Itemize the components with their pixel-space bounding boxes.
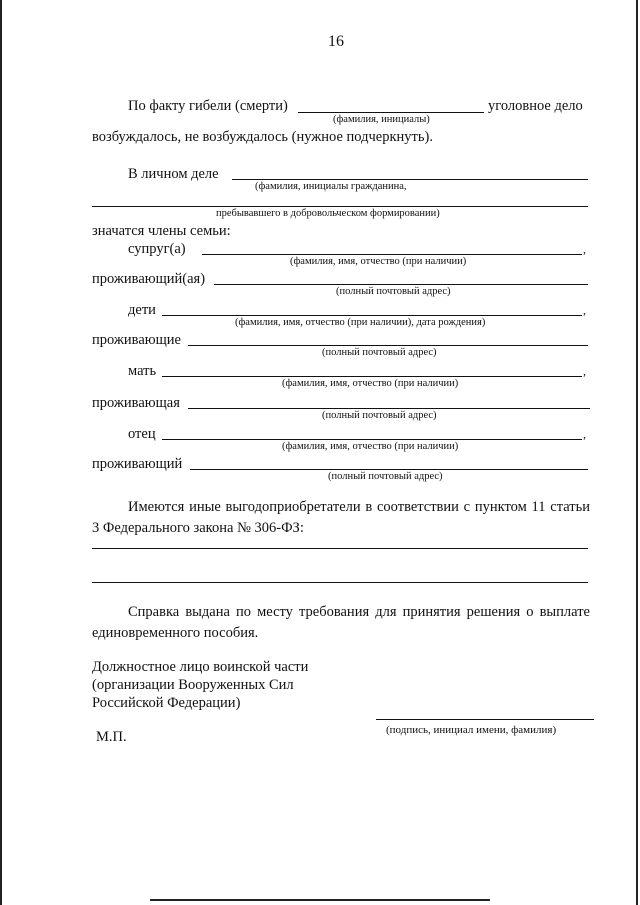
spouse-comma: , <box>583 242 586 256</box>
father-name-hint: (фамилия, имя, отчество (при наличии) <box>282 441 459 452</box>
stamp-place-label: М.П. <box>96 729 127 745</box>
personal-file-name-field-2[interactable] <box>92 206 588 207</box>
spouse-name-field[interactable] <box>202 254 582 255</box>
official-line-3: Российской Федерации) <box>92 695 241 711</box>
page-edge-right <box>636 0 638 905</box>
spouse-residing-label: проживающий(ая) <box>92 271 206 287</box>
personal-file-hint-1: (фамилия, инициалы гражданина, <box>255 181 407 192</box>
father-address-hint: (полный почтовый адрес) <box>328 471 443 482</box>
death-fact-label: По факту гибели (смерти) <box>128 98 288 114</box>
signature-field[interactable] <box>376 719 594 720</box>
personal-file-hint-2: пребывавшего в добровольческом формировании) <box>216 208 440 219</box>
death-name-field[interactable] <box>298 112 484 113</box>
personal-file-name-field[interactable] <box>232 179 588 180</box>
death-name-hint: (фамилия, инициалы) <box>333 114 430 125</box>
official-line-2: (организации Вооруженных Сил <box>92 677 294 693</box>
father-address-field[interactable] <box>190 469 588 470</box>
official-line-1: Должностное лицо воинской части <box>92 659 309 675</box>
certificate-note-text: Справка выдана по месту требования для принятия решения о выплате единовременного пособия. <box>92 604 590 641</box>
children-name-field[interactable] <box>162 315 582 316</box>
mother-address-hint: (полный почтовый адрес) <box>322 410 437 421</box>
children-comma: , <box>583 303 586 317</box>
spouse-address-field[interactable] <box>214 284 588 285</box>
father-residing-label: проживающий <box>92 456 183 472</box>
personal-file-label: В личном деле <box>128 166 219 182</box>
mother-comma: , <box>583 364 586 378</box>
other-beneficiaries-text: Имеются иные выгодоприобретатели в соответствии с пунктом 11 статьи 3 Федерального закона № 306-ФЗ: <box>92 499 590 536</box>
father-label: отец <box>128 426 156 442</box>
children-name-hint: (фамилия, имя, отчество (при наличии), дата рождения) <box>235 317 486 328</box>
criminal-case-label: уголовное дело <box>488 98 583 114</box>
page-edge-bottom <box>150 899 490 901</box>
mother-name-hint: (фамилия, имя, отчество (при наличии) <box>282 378 459 389</box>
other-beneficiaries-field-2[interactable] <box>92 582 588 583</box>
mother-residing-label: проживающая <box>92 395 180 411</box>
spouse-label: супруг(а) <box>128 241 186 257</box>
children-address-field[interactable] <box>188 345 588 346</box>
children-label: дети <box>128 302 156 318</box>
children-residing-label: проживающие <box>92 332 181 348</box>
page-number: 16 <box>328 33 344 50</box>
page-edge-left <box>0 0 2 905</box>
mother-label: мать <box>128 363 157 379</box>
father-comma: , <box>583 427 586 441</box>
children-address-hint: (полный почтовый адрес) <box>322 347 437 358</box>
family-members-label: значатся члены семьи: <box>92 223 231 239</box>
spouse-name-hint: (фамилия, имя, отчество (при наличии) <box>290 256 467 267</box>
mother-address-field[interactable] <box>188 408 590 409</box>
case-status-text: возбуждалось, не возбуждалось (нужное подчеркнуть). <box>92 129 433 145</box>
mother-name-field[interactable] <box>162 376 582 377</box>
father-name-field[interactable] <box>162 439 582 440</box>
other-beneficiaries-field-1[interactable] <box>92 548 588 549</box>
spouse-address-hint: (полный почтовый адрес) <box>336 286 451 297</box>
signature-hint: (подпись, инициал имени, фамилия) <box>386 724 557 736</box>
